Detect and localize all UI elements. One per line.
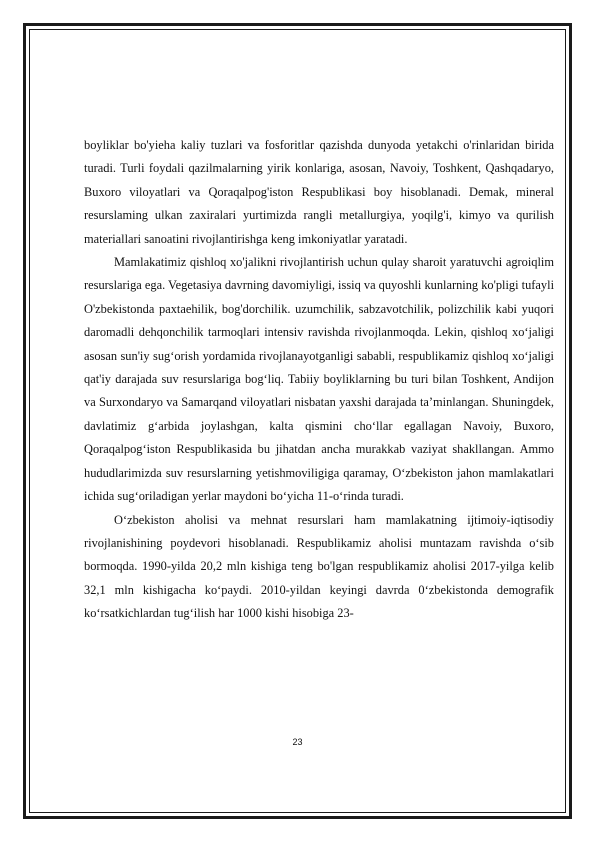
paragraph-3: O‘zbekiston aholisi va mehnat resurslari ham mamlakatning ijtimoiy-iqtisodiy rivojlanishining poydevori hisoblanadi. Respublikamiz aholisi muntazam ravishda o‘sib bormoqda. 1990-yilda 20,2 mln kishiga teng bo'lgan respublikamiz aholisi 2017-yilga kelib 32,1 mln kishigacha ko‘paydi. 2010-yildan keyingi davrda 0‘zbekistonda demografik ko‘rsatkichlardan tug‘ilish har 1000 kishi hisobiga 23- [84,512,554,621]
paragraph-2: Mamlakatimiz qishloq xo'jalikni rivojlantirish uchun qulay sharoit yaratuvchi agroiqlim resurslariga ega. Vegetasiya davrning davomiyligi, issiq va quyoshli kunlarning ko'pligi tufayli O'zbekistonda paxtaehilik, bog'dorchilik. uzumchilik, sabzavotchilik, polizchilik kabi yuqori daromadli dehqonchilik tarmoqlari intensiv ravishda rivojlanmoqda. Lekin, qishloq xo‘jaligi asosan sun'iy sug‘orish yordamida rivojlanayotganligi sababli, respublikamiz qishloq xo‘jaligi qat'iy darajada suv resurslariga bog‘liq. Tabiiy boyliklarning bu turi bilan Toshkent, Andijon va Surxondaryo va Samarqand viloyatlari nisbatan yaxshi darajada ta’minlangan. Shuningdek, davlatimiz g‘arbida joylashgan, kalta qismini cho‘llar egallagan Navoiy, Buxoro, Qoraqalpog‘iston Respublikasida bu jihatdan ancha murakkab vaziyat shakllangan. Ammo hududlarimizda suv resurslarning yetishmoviligiga qaramay, O‘zbekiston jahon mamlakatlari ichida sug‘oriladigan yerlar maydoni bo‘yicha 11-o‘rinda turadi. [84,255,555,504]
paragraph-1: boyliklar bo'yieha kaliy tuzlari va fosforitlar qazishda dunyoda yetakchi o'rinlaridan birida turadi. Turli foydali qazilmalarning yirik konlariga, asosan, Navoiy, Toshkent, Qashqadaryo, Buxoro viloyatlari va Qoraqalpog'iston Respublikasi boy hisoblanadi. Demak, mineral resurslaming ulkan zaxiralari yurtimizda rangli metallurgiya, yoqilg'i, kimyo va qurilish materiallari sanoatini rivojlantirishga keng imkoniyatlar yaratadi. [84,138,554,246]
document-body [84,134,554,626]
page-number: 23 [292,737,303,747]
